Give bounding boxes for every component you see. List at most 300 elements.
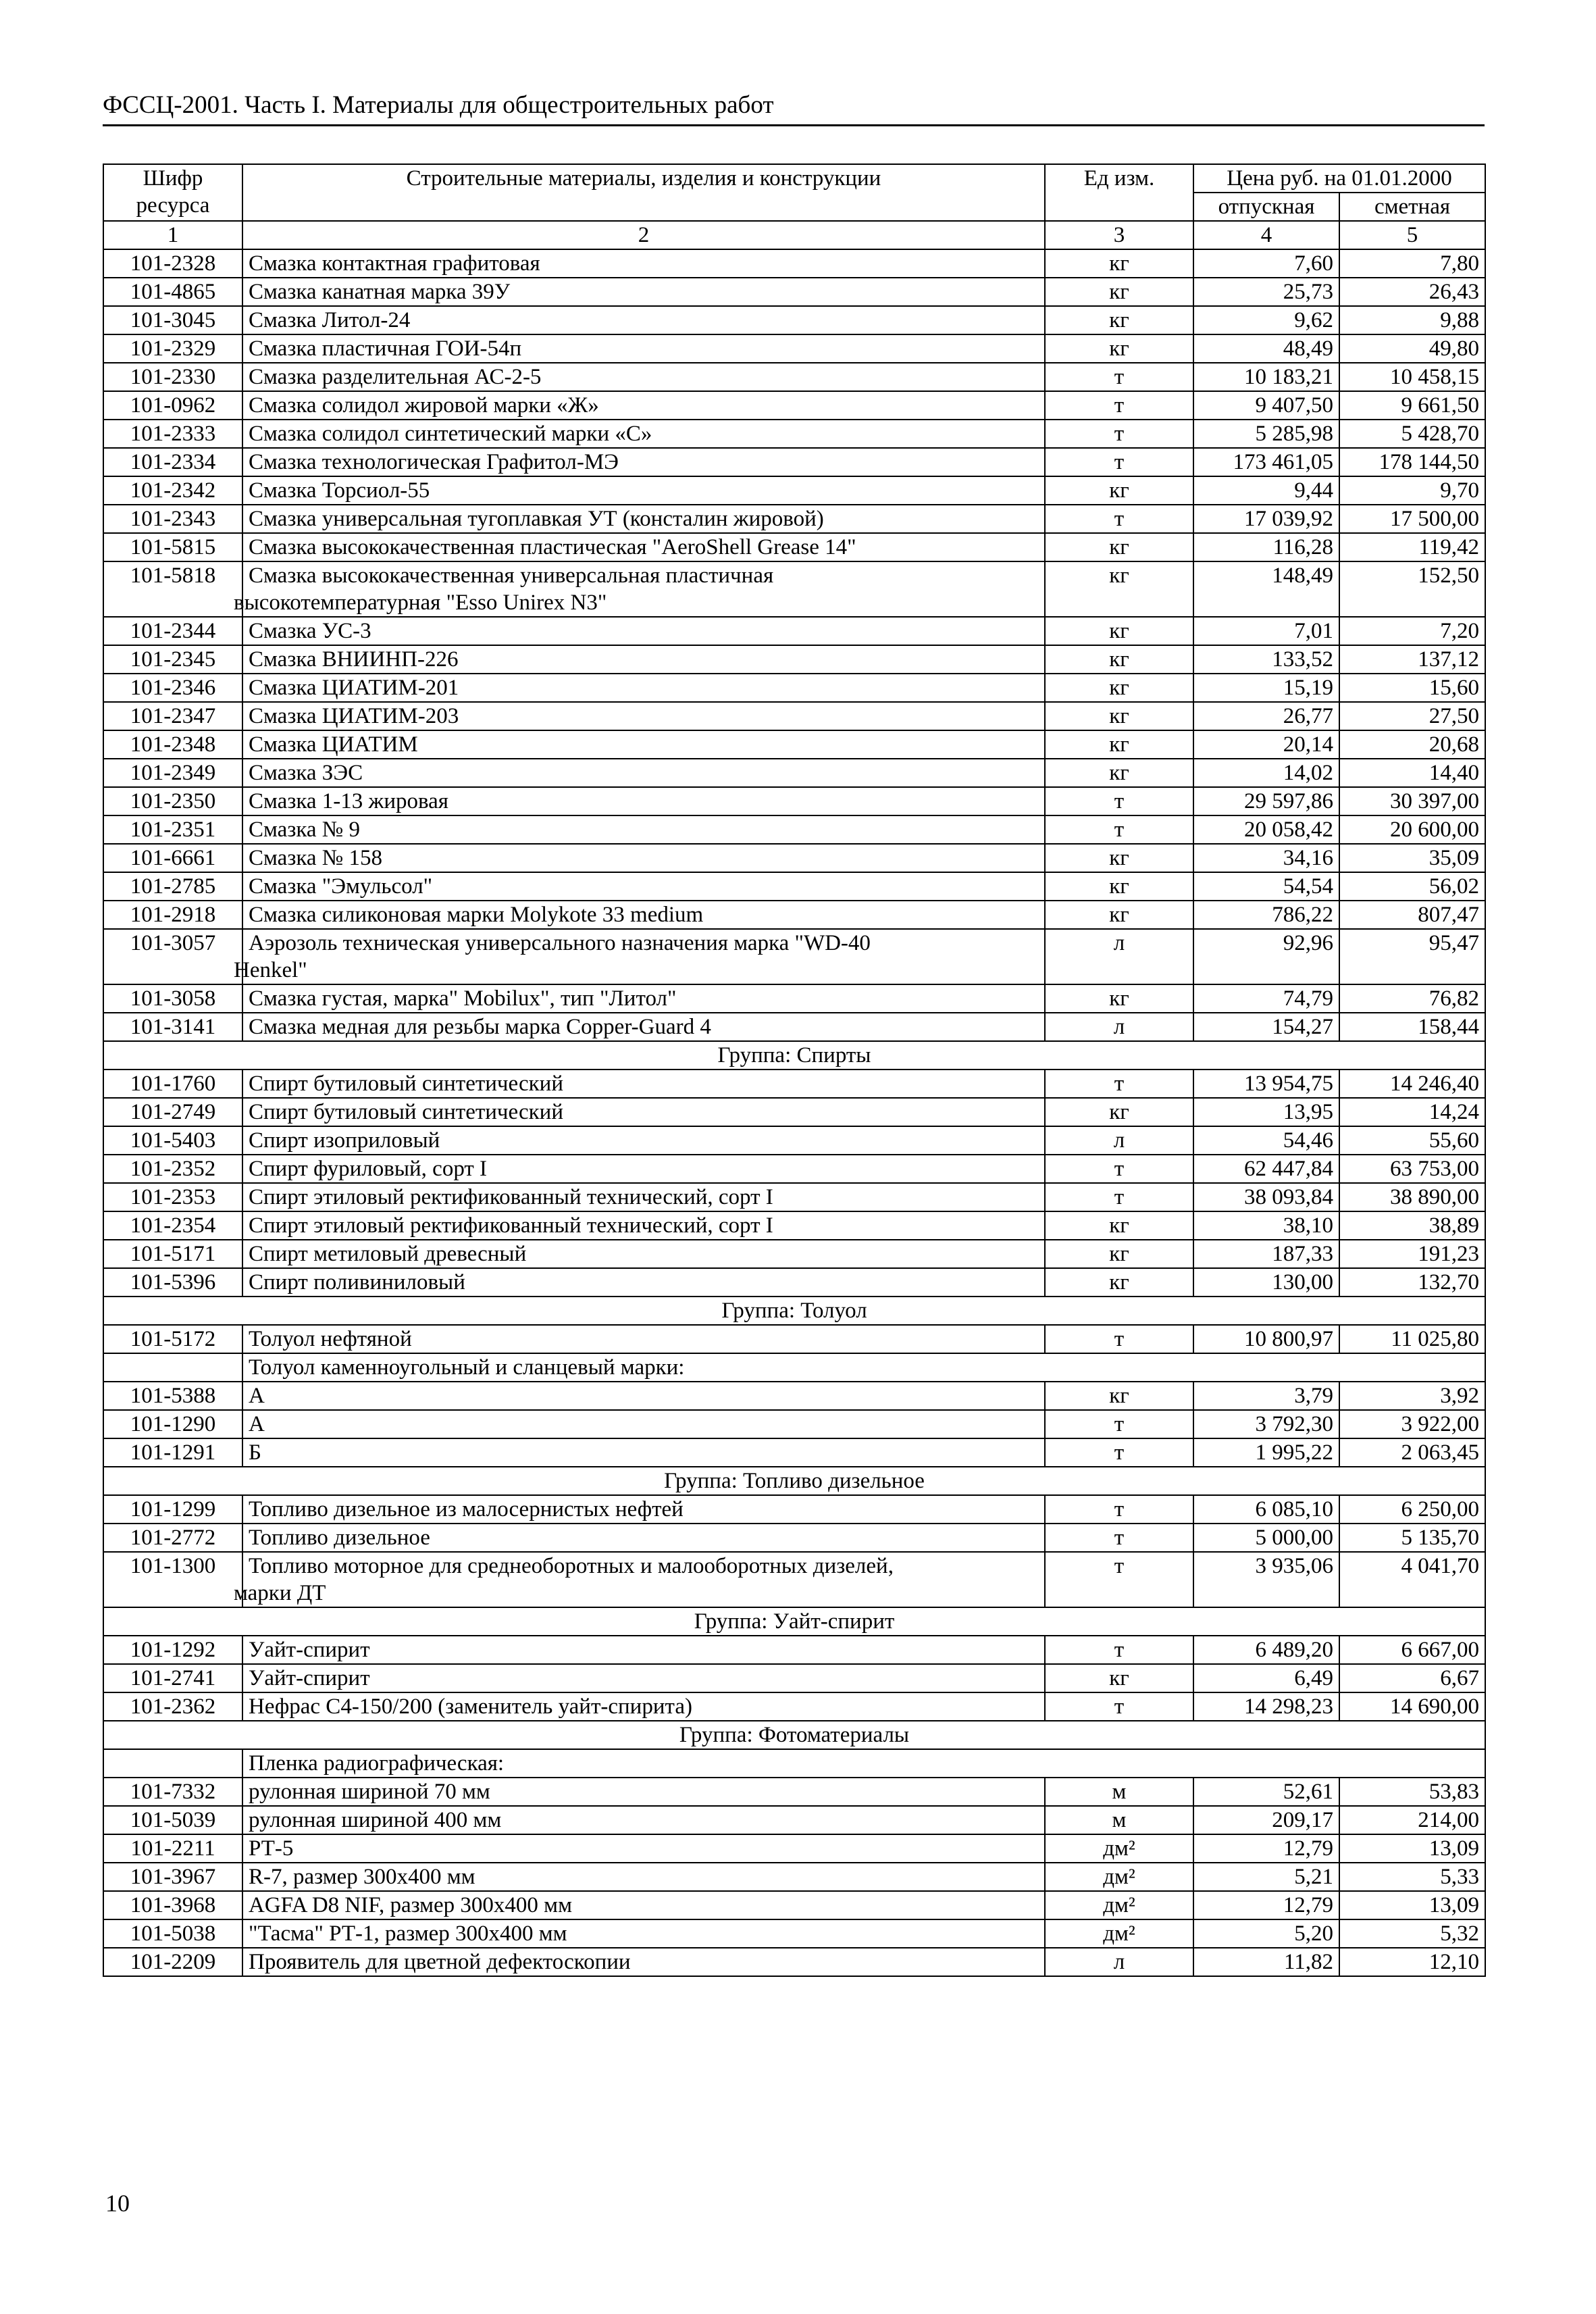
- material-name-line: А: [249, 1384, 265, 1408]
- table-row: [103, 1410, 1485, 1438]
- material-name-line: Смазка "Эмульсол": [249, 874, 433, 899]
- resource-code: 101-2211: [103, 1834, 242, 1863]
- material-name-line: Henkel": [234, 958, 307, 982]
- resource-code: 101-1299: [103, 1495, 242, 1524]
- wholesale-price: 13 954,75: [1193, 1070, 1339, 1098]
- resource-code: 101-3967: [103, 1863, 242, 1891]
- resource-code: 101-2330: [103, 363, 242, 391]
- material-name-line: Смазка Торсиол-55: [249, 478, 430, 503]
- table-row: [103, 561, 1485, 617]
- unit: кг: [1045, 759, 1193, 787]
- material-name: [234, 1552, 1045, 1607]
- wholesale-price: 148,49: [1193, 561, 1339, 617]
- unit: дм²: [1045, 1834, 1193, 1863]
- material-name-line: Толуол нефтяной: [249, 1327, 412, 1351]
- wholesale-price: 92,96: [1193, 929, 1339, 984]
- table-row: [103, 702, 1485, 730]
- material-name-line: Смазка ЦИАТИМ-201: [249, 676, 459, 700]
- material-name-line: Смазка солидол синтетический марки «С»: [249, 422, 652, 446]
- table-row: [103, 1636, 1485, 1664]
- wholesale-price: 154,27: [1193, 1013, 1339, 1041]
- estimate-price: 76,82: [1339, 984, 1485, 1013]
- estimate-price: 30 397,00: [1339, 787, 1485, 815]
- table-row: [103, 505, 1485, 533]
- resource-code: 101-5396: [103, 1268, 242, 1297]
- estimate-price: 20,68: [1339, 730, 1485, 759]
- wholesale-price: 38 093,84: [1193, 1183, 1339, 1211]
- estimate-price: 137,12: [1339, 645, 1485, 674]
- table-row: [103, 1382, 1485, 1410]
- wholesale-price: 3,79: [1193, 1382, 1339, 1410]
- material-name: [242, 1240, 1045, 1268]
- table-row: [103, 306, 1485, 334]
- estimate-price: 12,10: [1339, 1948, 1485, 1976]
- table-row: [103, 1919, 1485, 1948]
- material-name-line: Уайт-спирит: [249, 1638, 370, 1662]
- estimate-price: 178 144,50: [1339, 448, 1485, 476]
- material-name: [242, 1070, 1045, 1098]
- unit: т: [1045, 1438, 1193, 1467]
- estimate-price: 5,32: [1339, 1919, 1485, 1948]
- material-name: [242, 1183, 1045, 1211]
- material-name: [242, 901, 1045, 929]
- material-name-line: Смазка ВНИИНП-226: [249, 647, 459, 672]
- material-name: [242, 363, 1045, 391]
- unit: т: [1045, 363, 1193, 391]
- wholesale-price: 9 407,50: [1193, 391, 1339, 420]
- estimate-price: 14 246,40: [1339, 1070, 1485, 1098]
- unit: кг: [1045, 872, 1193, 901]
- group-heading: Группа: Толуол: [103, 1297, 1485, 1325]
- estimate-price: 13,09: [1339, 1891, 1485, 1919]
- table-row: [103, 1863, 1485, 1891]
- table-row: [103, 1778, 1485, 1806]
- unit: кг: [1045, 901, 1193, 929]
- estimate-price: 807,47: [1339, 901, 1485, 929]
- table-row: [103, 448, 1485, 476]
- material-name: [234, 561, 1045, 617]
- estimate-price: 27,50: [1339, 702, 1485, 730]
- subheading-row: [103, 1353, 1485, 1382]
- material-name: [242, 391, 1045, 420]
- material-name-line: Спирт поливиниловый: [249, 1270, 465, 1294]
- unit: кг: [1045, 278, 1193, 306]
- unit: кг: [1045, 645, 1193, 674]
- resource-code: 101-5403: [103, 1126, 242, 1155]
- resource-code: 101-1292: [103, 1636, 242, 1664]
- wholesale-price: 1 995,22: [1193, 1438, 1339, 1467]
- table-row: [103, 1806, 1485, 1834]
- estimate-price: 20 600,00: [1339, 815, 1485, 844]
- table-row: [103, 1438, 1485, 1467]
- estimate-price: 214,00: [1339, 1806, 1485, 1834]
- unit: кг: [1045, 1240, 1193, 1268]
- resource-code: 101-1300: [103, 1552, 242, 1607]
- material-name-line: Смазка технологическая Графитол-МЭ: [249, 450, 619, 474]
- table-row: [103, 1211, 1485, 1240]
- estimate-price: 3,92: [1339, 1382, 1485, 1410]
- table-row: [103, 730, 1485, 759]
- material-name: [242, 674, 1045, 702]
- material-name-line: Б: [249, 1440, 261, 1465]
- estimate-price: 14,24: [1339, 1098, 1485, 1126]
- table-row: [103, 533, 1485, 561]
- estimate-price: 4 041,70: [1339, 1552, 1485, 1607]
- unit: кг: [1045, 1268, 1193, 1297]
- estimate-price: 35,09: [1339, 844, 1485, 872]
- estimate-price: 5 428,70: [1339, 420, 1485, 448]
- material-name-line: Спирт изоприловый: [249, 1128, 440, 1153]
- resource-code: 101-2351: [103, 815, 242, 844]
- material-name: [242, 872, 1045, 901]
- estimate-price: 56,02: [1339, 872, 1485, 901]
- wholesale-price: 62 447,84: [1193, 1155, 1339, 1183]
- estimate-price: 53,83: [1339, 1778, 1485, 1806]
- estimate-price: 158,44: [1339, 1013, 1485, 1041]
- group-heading: Группа: Фотоматериалы: [103, 1721, 1485, 1749]
- table-row: [103, 1325, 1485, 1353]
- table-row: [103, 1664, 1485, 1692]
- table-row: [103, 1240, 1485, 1268]
- resource-code: 101-1291: [103, 1438, 242, 1467]
- wholesale-price: 20 058,42: [1193, 815, 1339, 844]
- estimate-price: 6 667,00: [1339, 1636, 1485, 1664]
- material-name: [242, 1778, 1045, 1806]
- unit: т: [1045, 391, 1193, 420]
- unit: кг: [1045, 844, 1193, 872]
- material-name-line: Спирт этиловый ректификованный технический, сорт I: [249, 1213, 773, 1238]
- material-name: [242, 1268, 1045, 1297]
- unit: кг: [1045, 1664, 1193, 1692]
- table-row: [103, 1692, 1485, 1721]
- estimate-price: 10 458,15: [1339, 363, 1485, 391]
- unit: т: [1045, 815, 1193, 844]
- estimate-price: 119,42: [1339, 533, 1485, 561]
- unit: м: [1045, 1806, 1193, 1834]
- estimate-price: 15,60: [1339, 674, 1485, 702]
- unit: л: [1045, 1013, 1193, 1041]
- table-row: [103, 1155, 1485, 1183]
- material-name-line: марки ДТ: [234, 1581, 326, 1605]
- unit: кг: [1045, 1098, 1193, 1126]
- material-name: [242, 1098, 1045, 1126]
- unit: кг: [1045, 533, 1193, 561]
- estimate-price: 38,89: [1339, 1211, 1485, 1240]
- wholesale-price: 54,54: [1193, 872, 1339, 901]
- unit: кг: [1045, 561, 1193, 617]
- table-row: [103, 1524, 1485, 1552]
- resource-code: 101-5815: [103, 533, 242, 561]
- material-name-line: Смазка силиконовая марки Molykote 33 medium: [249, 903, 704, 927]
- unit: т: [1045, 1410, 1193, 1438]
- material-name-line: Смазка 1-13 жировая: [249, 789, 448, 813]
- resource-code: 101-2346: [103, 674, 242, 702]
- material-name: [242, 787, 1045, 815]
- group-heading: Группа: Спирты: [103, 1041, 1485, 1070]
- resource-code: 101-3058: [103, 984, 242, 1013]
- material-name-line: "Тасма" РТ-1, размер 300x400 мм: [249, 1921, 567, 1946]
- column-header-name: Строительные материалы, изделия и конструкции: [242, 164, 1045, 221]
- page-number: 10: [105, 2190, 130, 2217]
- unit: кг: [1045, 306, 1193, 334]
- material-name-line: Смазка ЦИАТИМ: [249, 732, 418, 757]
- resource-code: 101-2342: [103, 476, 242, 505]
- resource-code: 101-2772: [103, 1524, 242, 1552]
- material-name: [242, 1126, 1045, 1155]
- unit: кг: [1045, 702, 1193, 730]
- table-row: [103, 1834, 1485, 1863]
- column-header-unit: Ед изм.: [1045, 164, 1193, 221]
- material-name-line: Смазка высококачественная универсальная пластичная: [249, 563, 774, 588]
- table-row: [103, 391, 1485, 420]
- resource-code: 101-2352: [103, 1155, 242, 1183]
- column-header-estimate: сметная: [1339, 193, 1485, 221]
- material-name-line: Смазка ЦИАТИМ-203: [249, 704, 459, 728]
- resource-code: 101-5388: [103, 1382, 242, 1410]
- unit: кг: [1045, 674, 1193, 702]
- unit: т: [1045, 1692, 1193, 1721]
- column-number: 1: [103, 221, 242, 249]
- estimate-price: 3 922,00: [1339, 1410, 1485, 1438]
- unit: дм²: [1045, 1891, 1193, 1919]
- unit: л: [1045, 1948, 1193, 1976]
- table-row: [103, 363, 1485, 391]
- wholesale-price: 3 935,06: [1193, 1552, 1339, 1607]
- unit: кг: [1045, 476, 1193, 505]
- material-name: [242, 645, 1045, 674]
- material-name: [234, 929, 1045, 984]
- material-name-line: Смазка густая, марка" Mobilux", тип "Литол": [249, 986, 677, 1011]
- estimate-price: 5,33: [1339, 1863, 1485, 1891]
- estimate-price: 11 025,80: [1339, 1325, 1485, 1353]
- material-name-line: высокотемпературная "Esso Unirex N3": [234, 590, 607, 615]
- material-name-line: Уайт-спирит: [249, 1666, 370, 1690]
- group-row: [103, 1607, 1485, 1636]
- table-row: [103, 1552, 1485, 1607]
- column-header-price: Цена руб. на 01.01.2000: [1193, 164, 1485, 193]
- wholesale-price: 7,60: [1193, 249, 1339, 278]
- unit: т: [1045, 448, 1193, 476]
- group-row: [103, 1297, 1485, 1325]
- wholesale-price: 6 489,20: [1193, 1636, 1339, 1664]
- wholesale-price: 6,49: [1193, 1664, 1339, 1692]
- resource-code: 101-2353: [103, 1183, 242, 1211]
- table-row: [103, 984, 1485, 1013]
- material-name: [242, 1636, 1045, 1664]
- table-row: [103, 929, 1485, 984]
- material-name-line: Смазка высококачественная пластическая "AeroShell Grease 14": [249, 535, 856, 559]
- unit: м: [1045, 1778, 1193, 1806]
- material-name: [242, 984, 1045, 1013]
- unit: т: [1045, 1070, 1193, 1098]
- table-row: [103, 1098, 1485, 1126]
- unit: кг: [1045, 334, 1193, 363]
- table-row: [103, 759, 1485, 787]
- unit: т: [1045, 787, 1193, 815]
- table-row: [103, 815, 1485, 844]
- wholesale-price: 26,77: [1193, 702, 1339, 730]
- estimate-price: 9 661,50: [1339, 391, 1485, 420]
- unit: кг: [1045, 1382, 1193, 1410]
- material-name-line: Топливо дизельное из малосернистых нефтей: [249, 1497, 684, 1521]
- wholesale-price: 14,02: [1193, 759, 1339, 787]
- resource-code: 101-5171: [103, 1240, 242, 1268]
- material-name: [242, 1692, 1045, 1721]
- estimate-price: 26,43: [1339, 278, 1485, 306]
- wholesale-price: 48,49: [1193, 334, 1339, 363]
- unit: л: [1045, 1126, 1193, 1155]
- wholesale-price: 12,79: [1193, 1891, 1339, 1919]
- wholesale-price: 6 085,10: [1193, 1495, 1339, 1524]
- material-name: [242, 1948, 1045, 1976]
- wholesale-price: 52,61: [1193, 1778, 1339, 1806]
- material-name: [242, 448, 1045, 476]
- material-name: [242, 1410, 1045, 1438]
- estimate-price: 9,70: [1339, 476, 1485, 505]
- wholesale-price: 10 800,97: [1193, 1325, 1339, 1353]
- table-row: [103, 1126, 1485, 1155]
- material-name-line: R-7, размер 300x400 мм: [249, 1865, 475, 1889]
- wholesale-price: 133,52: [1193, 645, 1339, 674]
- resource-code: 101-2209: [103, 1948, 242, 1976]
- resource-code: 101-5172: [103, 1325, 242, 1353]
- table-row: [103, 1948, 1485, 1976]
- resource-code: 101-2918: [103, 901, 242, 929]
- subheading-row: [103, 1749, 1485, 1778]
- table-row: [103, 1495, 1485, 1524]
- table-row: [103, 249, 1485, 278]
- material-name-line: Спирт метиловый древесный: [249, 1242, 527, 1266]
- material-name-line: Смазка разделительная АС-2-5: [249, 365, 542, 389]
- material-name: [242, 1834, 1045, 1863]
- material-name: [242, 844, 1045, 872]
- resource-code: 101-2349: [103, 759, 242, 787]
- estimate-price: 14,40: [1339, 759, 1485, 787]
- material-name: [242, 249, 1045, 278]
- material-name: [242, 702, 1045, 730]
- material-name: [242, 1806, 1045, 1834]
- wholesale-price: 15,19: [1193, 674, 1339, 702]
- unit: кг: [1045, 730, 1193, 759]
- unit: кг: [1045, 249, 1193, 278]
- estimate-price: 7,80: [1339, 249, 1485, 278]
- estimate-price: 55,60: [1339, 1126, 1485, 1155]
- unit: кг: [1045, 984, 1193, 1013]
- estimate-price: 17 500,00: [1339, 505, 1485, 533]
- material-name: [242, 1325, 1045, 1353]
- table-row: [103, 278, 1485, 306]
- resource-code: 101-0962: [103, 391, 242, 420]
- table-row: [103, 617, 1485, 645]
- resource-code: 101-5038: [103, 1919, 242, 1948]
- wholesale-price: 10 183,21: [1193, 363, 1339, 391]
- group-row: [103, 1467, 1485, 1495]
- wholesale-price: 38,10: [1193, 1211, 1339, 1240]
- resource-code: 101-3045: [103, 306, 242, 334]
- material-name-line: Спирт бутиловый синтетический: [249, 1072, 563, 1096]
- material-name-line: рулонная шириной 70 мм: [249, 1780, 490, 1804]
- table-row: [103, 674, 1485, 702]
- material-name: [242, 505, 1045, 533]
- subheading: Пленка радиографическая:: [242, 1749, 1485, 1778]
- wholesale-price: 14 298,23: [1193, 1692, 1339, 1721]
- material-name-line: Смазка солидол жировой марки «Ж»: [249, 393, 599, 418]
- material-name-line: Спирт фуриловый, сорт I: [249, 1157, 488, 1181]
- wholesale-price: 5 285,98: [1193, 420, 1339, 448]
- material-name: [242, 1863, 1045, 1891]
- wholesale-price: 116,28: [1193, 533, 1339, 561]
- resource-code: 101-2350: [103, 787, 242, 815]
- table-row: [103, 420, 1485, 448]
- material-name: [242, 420, 1045, 448]
- material-name: [242, 1211, 1045, 1240]
- group-heading: Группа: Топливо дизельное: [103, 1467, 1485, 1495]
- material-name-line: Спирт этиловый ректификованный технический, сорт I: [249, 1185, 773, 1209]
- column-number: 3: [1045, 221, 1193, 249]
- table-body: [103, 249, 1485, 1976]
- material-name: [242, 815, 1045, 844]
- resource-code: 101-1760: [103, 1070, 242, 1098]
- material-name: [242, 1013, 1045, 1041]
- table-row: [103, 476, 1485, 505]
- resource-code: 101-4865: [103, 278, 242, 306]
- material-name-line: Нефрас С4-150/200 (заменитель уайт-спирита): [249, 1694, 692, 1719]
- estimate-price: 2 063,45: [1339, 1438, 1485, 1467]
- resource-code: 101-2741: [103, 1664, 242, 1692]
- material-name: [242, 476, 1045, 505]
- wholesale-price: 173 461,05: [1193, 448, 1339, 476]
- table-row: [103, 1070, 1485, 1098]
- material-name: [242, 617, 1045, 645]
- unit: кг: [1045, 1211, 1193, 1240]
- resource-code: 101-2347: [103, 702, 242, 730]
- material-name-line: Смазка ЗЭС: [249, 761, 363, 785]
- wholesale-price: 29 597,86: [1193, 787, 1339, 815]
- material-name-line: Смазка канатная марка 39У: [249, 280, 511, 304]
- table-row: [103, 1183, 1485, 1211]
- unit: т: [1045, 1155, 1193, 1183]
- resource-code: 101-3057: [103, 929, 242, 984]
- material-name: [242, 1524, 1045, 1552]
- unit: дм²: [1045, 1919, 1193, 1948]
- wholesale-price: 74,79: [1193, 984, 1339, 1013]
- wholesale-price: 209,17: [1193, 1806, 1339, 1834]
- price-table: [103, 164, 1486, 1977]
- wholesale-price: 25,73: [1193, 278, 1339, 306]
- wholesale-price: 20,14: [1193, 730, 1339, 759]
- resource-code: 101-2348: [103, 730, 242, 759]
- estimate-price: 95,47: [1339, 929, 1485, 984]
- resource-code: 101-3968: [103, 1891, 242, 1919]
- table-row: [103, 901, 1485, 929]
- resource-code: 101-5818: [103, 561, 242, 617]
- estimate-price: 9,88: [1339, 306, 1485, 334]
- table-row: [103, 334, 1485, 363]
- material-name: [242, 730, 1045, 759]
- wholesale-price: 5,21: [1193, 1863, 1339, 1891]
- resource-code: 101-3141: [103, 1013, 242, 1041]
- unit: т: [1045, 1552, 1193, 1607]
- resource-code: 101-1290: [103, 1410, 242, 1438]
- unit: дм²: [1045, 1863, 1193, 1891]
- material-name-line: Смазка № 158: [249, 846, 383, 870]
- wholesale-price: 187,33: [1193, 1240, 1339, 1268]
- estimate-price: 13,09: [1339, 1834, 1485, 1863]
- material-name: [242, 278, 1045, 306]
- wholesale-price: 12,79: [1193, 1834, 1339, 1863]
- column-header-code: Шифр ресурса: [103, 164, 242, 221]
- group-row: [103, 1721, 1485, 1749]
